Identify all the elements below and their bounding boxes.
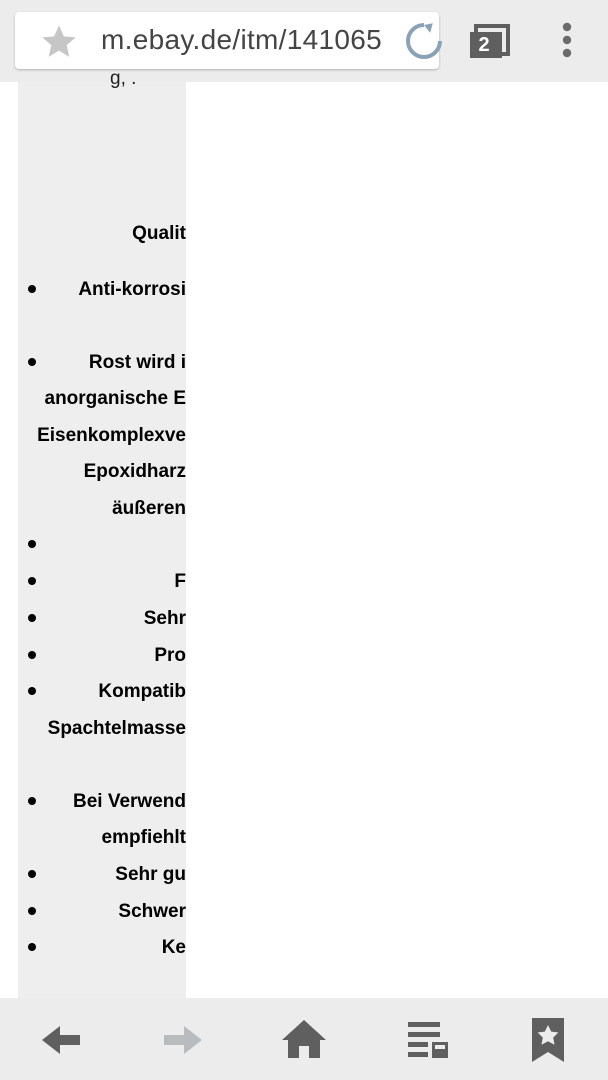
text-line: Anti-korrosi: [78, 279, 186, 300]
address-bar[interactable]: [15, 12, 439, 69]
text-line: F: [174, 571, 186, 592]
bullet: [28, 687, 36, 695]
text-line: empfiehlt: [101, 827, 186, 848]
bullet: [28, 540, 36, 548]
bookmark-star-icon[interactable]: [522, 1014, 574, 1066]
text-fragment: g, .: [110, 68, 137, 89]
text-line: Rost wird i: [88, 352, 186, 373]
text-line: Kompatib: [98, 681, 186, 702]
text-line: Qualit: [132, 223, 186, 244]
text-line: anorganische E: [44, 388, 186, 409]
bullet: [28, 358, 36, 366]
reader-mode-icon[interactable]: [402, 1014, 454, 1066]
text-line: Schwer: [118, 901, 186, 922]
tabs-icon[interactable]: [466, 22, 512, 62]
url-text[interactable]: m.ebay.de/itm/141065: [101, 24, 382, 55]
text-line: Ke: [161, 937, 186, 958]
forward-arrow-icon[interactable]: [156, 1014, 208, 1066]
bullet: [28, 870, 36, 878]
bullet: [28, 907, 36, 915]
text-line: Pro: [154, 645, 186, 666]
back-arrow-icon[interactable]: [36, 1014, 88, 1066]
browser-toolbar: [0, 0, 608, 82]
description-column: [18, 68, 186, 998]
bullet: [28, 651, 36, 659]
tab-count: 2: [478, 34, 490, 56]
bullet: [28, 943, 36, 951]
bullet: [28, 797, 36, 805]
text-line: Spachtelmasse: [47, 718, 186, 739]
text-line: äußeren: [112, 498, 186, 519]
text-line: Eisenkomplexve: [37, 425, 186, 446]
reload-icon[interactable]: [402, 19, 446, 63]
text-line: Bei Verwend: [73, 791, 186, 812]
text-line: Epoxidharz: [83, 461, 186, 482]
home-icon[interactable]: [278, 1014, 330, 1066]
bottom-toolbar: [0, 998, 608, 1080]
text-line: Sehr gu: [115, 864, 186, 885]
bullet: [28, 285, 36, 293]
web-content[interactable]: [0, 68, 608, 998]
bullet: [28, 614, 36, 622]
menu-icon[interactable]: [552, 20, 582, 62]
bullet: [28, 577, 36, 585]
star-icon[interactable]: [39, 22, 79, 62]
text-line: Sehr: [143, 608, 186, 629]
